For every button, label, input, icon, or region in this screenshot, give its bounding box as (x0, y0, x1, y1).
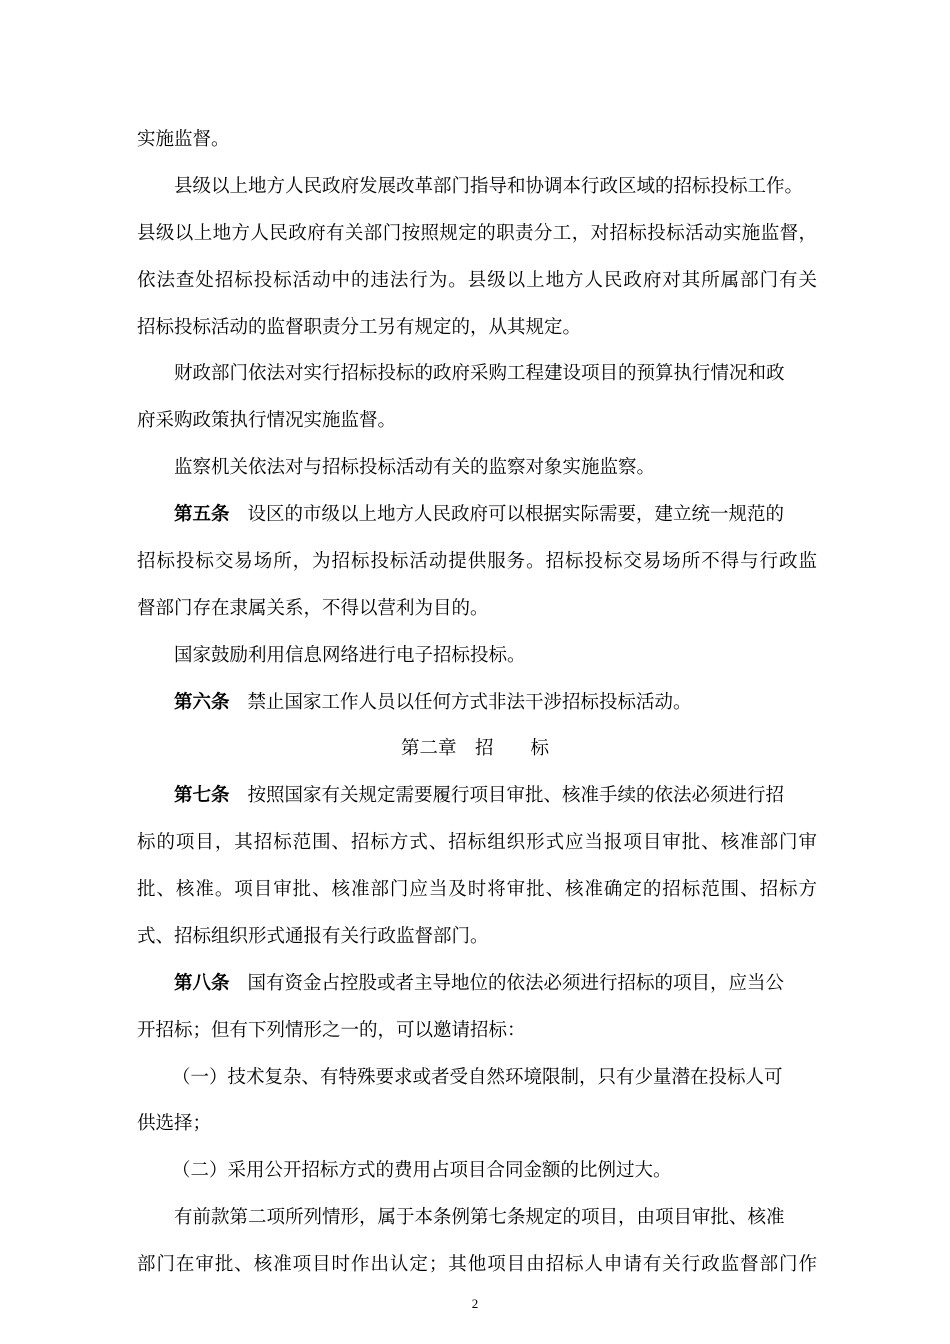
text-line: 县级以上地方人民政府发展改革部门指导和协调本行政区域的招标投标工作。 (174, 176, 804, 197)
article-heading: 第七条 (174, 785, 230, 806)
article-5-line (174, 502, 854, 528)
text-line: 财政部门依法对实行招标投标的政府采购工程建设项目的预算执行情况和政 (174, 363, 785, 384)
text-line: 标的项目，其招标范围、招标方式、招标组织形式应当报项目审批、核准部门审 (137, 832, 817, 853)
text-line: 有前款第二项所列情形，属于本条例第七条规定的项目，由项目审批、核准 (174, 1207, 785, 1228)
text-line: （一）技术复杂、有特殊要求或者受自然环境限制，只有少量潜在投标人可 (172, 1067, 783, 1088)
text-line: 实施监督。 (137, 129, 230, 150)
text-line: 招标投标活动的监督职责分工另有规定的，从其规定。 (137, 317, 582, 338)
page-number: 2 (471, 1296, 479, 1311)
article-text: 国有资金占控股或者主导地位的依法必须进行招标的项目，应当公 (247, 973, 785, 994)
text-line: 督部门存在隶属关系，不得以营利为目的。 (137, 598, 489, 619)
text-line: 式、招标组织形式通报有关行政监督部门。 (137, 926, 489, 947)
text-line: 府采购政策执行情况实施监督。 (137, 410, 397, 431)
article-heading: 第六条 (174, 692, 230, 713)
text-line: 国家鼓励利用信息网络进行电子招标投标。 (174, 645, 526, 666)
article-8-line (174, 971, 854, 997)
text-line: 批、核准。项目审批、核准部门应当及时将审批、核准确定的招标范围、招标方 (137, 879, 817, 900)
article-heading: 第八条 (174, 973, 230, 994)
text-line: 部门在审批、核准项目时作出认定；其他项目由招标人申请有关行政监督部门作 (137, 1254, 817, 1275)
text-line: 县级以上地方人民政府有关部门按照规定的职责分工，对招标投标活动实施监督， (137, 223, 817, 244)
article-heading: 第五条 (174, 504, 230, 525)
text-line: 招标投标交易场所，为招标投标活动提供服务。招标投标交易场所不得与行政监 (137, 551, 817, 572)
text-line: 开招标；但有下列情形之一的，可以邀请招标： (137, 1020, 526, 1041)
text-line: 供选择； (137, 1113, 212, 1134)
article-text: 禁止国家工作人员以任何方式非法干涉招标投标活动。 (247, 692, 692, 713)
text-line: 依法查处招标投标活动中的违法行为。县级以上地方人民政府对其所属部门有关 (137, 270, 817, 291)
article-6-line (174, 690, 854, 716)
text-line: 监察机关依法对与招标投标活动有关的监察对象实施监察。 (174, 457, 656, 478)
chapter-title: 第二章 招 标 (400, 738, 549, 759)
article-7-line (174, 783, 854, 809)
text-line: （二）采用公开招标方式的费用占项目合同金额的比例过大。 (172, 1160, 672, 1181)
article-text: 设区的市级以上地方人民政府可以根据实际需要，建立统一规范的 (247, 504, 785, 525)
article-text: 按照国家有关规定需要履行项目审批、核准手续的依法必须进行招 (247, 785, 785, 806)
